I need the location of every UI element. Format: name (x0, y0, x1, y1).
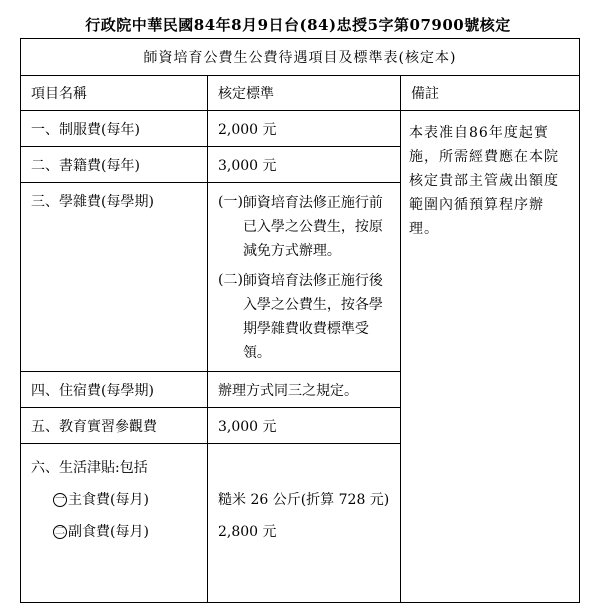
side-food-item (31, 516, 207, 548)
side-food-label: 副食費(每月) (68, 524, 149, 540)
item-books: 二、書籍費(每年) (21, 147, 208, 183)
item-living-allowance: 六、生活津貼:包括 (31, 460, 148, 476)
column-header-note: 備註 (401, 76, 580, 111)
standard-internship: 3,000 元 (208, 408, 401, 444)
tuition-rule-1 (218, 191, 390, 263)
item-housing: 四、住宿費(每學期) (21, 372, 208, 408)
standard-books: 3,000 元 (208, 147, 401, 183)
side-food-standard: 2,800 元 (218, 524, 277, 540)
column-header-standard: 核定標準 (208, 76, 401, 111)
circled-two-mark: 二 (55, 526, 65, 537)
note-cell (401, 111, 580, 603)
item-uniform: 一、制服費(每年) (21, 111, 208, 147)
staple-food-label: 主食費(每月) (68, 492, 149, 508)
table-title: 師資培育公費生公費待遇項目及標準表(核定本) (21, 39, 580, 76)
tuition-rule-1-text: 師資培育法修正施行前已入學之公費生，按原減免方式辦理。 (242, 195, 383, 259)
item-tuition: 三、學雜費(每學期) (21, 183, 208, 372)
allowance-table (20, 38, 580, 603)
document-header: 行政院中華民國84年8月9日台(84)忠授5字第07900號核定 (85, 16, 511, 34)
staple-food-standard: 糙米 26 公斤(折算 728 元) (218, 492, 390, 508)
standard-housing: 辦理方式同三之規定。 (208, 372, 401, 408)
staple-food-item (31, 484, 207, 516)
column-header-item: 項目名稱 (21, 76, 208, 111)
circled-one-mark: 一 (55, 494, 65, 505)
note-text: 本表准自86年度起實施，所需經費應在本院核定貴部主管歲出額度範圍內循預算程序辦理。 (409, 125, 559, 237)
tuition-rule-2-mark: (二) (218, 272, 243, 288)
tuition-rule-2 (218, 269, 390, 365)
tuition-rule-1-mark: (一) (218, 194, 243, 210)
standard-uniform: 2,000 元 (208, 111, 401, 147)
tuition-rule-2-text: 師資培育法修正施行後入學之公費生，按各學期學雜費收費標準受領。 (242, 273, 383, 361)
item-internship: 五、教育實習參觀費 (21, 408, 208, 444)
